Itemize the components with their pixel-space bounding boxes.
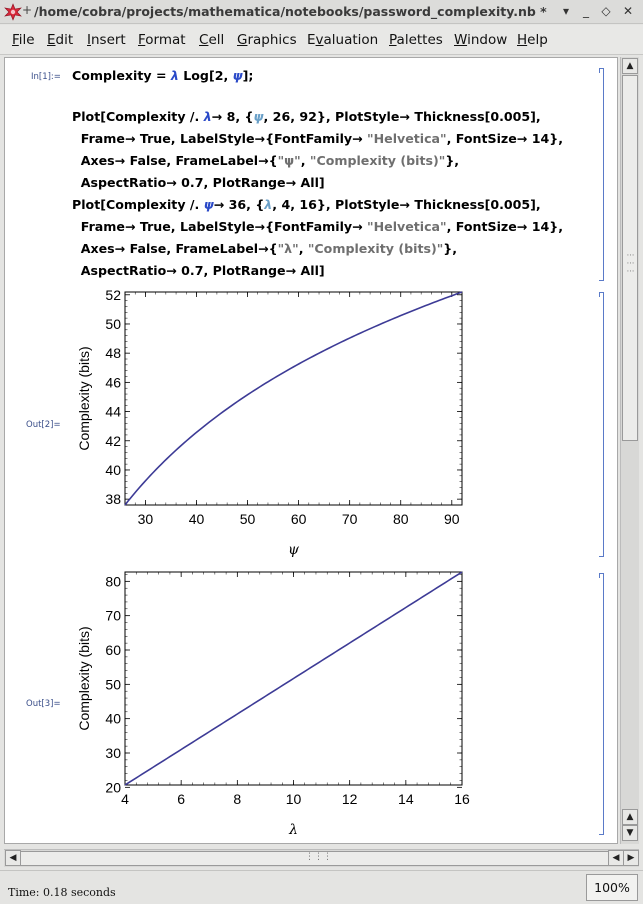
y-tick-label: 52 — [105, 286, 121, 303]
x-tick-label: 12 — [341, 791, 358, 807]
menu-evaluation[interactable]: Evaluation — [307, 32, 379, 48]
y-tick-label: 44 — [105, 403, 121, 420]
y-tick-label: 30 — [105, 745, 121, 762]
output-cell-bracket-3[interactable] — [599, 573, 604, 835]
input-line-plot2-4[interactable]: AspectRatio→ 0.7, PlotRange→ All] — [72, 263, 325, 278]
plot-frame — [125, 292, 462, 505]
x-tick-label: 60 — [290, 511, 307, 527]
input-line-plot1-1[interactable]: Plot[Complexity /. λ→ 8, {ψ, 26, 92}, PlotStyle→ Thickness[0.005], — [72, 109, 541, 124]
x-tick-label: 90 — [443, 511, 460, 527]
output-cell-bracket-2[interactable] — [599, 292, 604, 557]
y-tick-label: 50 — [105, 676, 121, 693]
y-tick-label: 60 — [105, 642, 121, 659]
notebook-area[interactable] — [4, 57, 618, 844]
menu-cell[interactable]: Cell — [199, 32, 225, 48]
y-tick-label: 46 — [105, 374, 121, 391]
output-cell-bracket-2-tick — [599, 292, 604, 297]
scroll-left-button[interactable]: ◀ — [5, 850, 21, 866]
window-title: /home/cobra/projects/mathematica/notebooks/password_complexity.nb * — [34, 4, 547, 19]
x-tick-label: 50 — [239, 511, 256, 527]
input-line-plot2-3[interactable]: Axes→ False, FrameLabel→{"λ", "Complexity (bits)"}, — [72, 241, 458, 256]
x-tick-label: 6 — [177, 791, 186, 807]
menu-insert[interactable]: Insert — [87, 32, 126, 48]
x-tick-label: 40 — [188, 511, 205, 527]
input-cell-bracket[interactable] — [599, 68, 604, 281]
input-line-plot1-3[interactable]: Axes→ False, FrameLabel→{"ψ", "Complexity (bits)"}, — [72, 153, 460, 168]
horizontal-scrollbar[interactable] — [4, 849, 639, 867]
x-axis-label: ψ — [288, 542, 299, 558]
input-line-plot1-2[interactable]: Frame→ True, LabelStyle→{FontFamily→ "Helvetica", FontSize→ 14}, — [72, 131, 563, 146]
output-label-3: Out[3]= — [26, 699, 61, 709]
x-tick-label: 10 — [285, 791, 302, 807]
x-tick-label: 14 — [398, 791, 414, 807]
input-line-plot2-1[interactable]: Plot[Complexity /. ψ→ 36, {λ, 4, 16}, PlotStyle→ Thickness[0.005], — [72, 197, 541, 212]
menu-format[interactable]: Format — [138, 32, 186, 48]
input-line-complexity[interactable]: Complexity = λ Log[2, ψ]; — [72, 68, 254, 83]
x-tick-label: 70 — [341, 511, 358, 527]
input-line-plot2-2[interactable]: Frame→ True, LabelStyle→{FontFamily→ "Helvetica", FontSize→ 14}, — [72, 219, 563, 234]
vertical-scrollbar[interactable] — [620, 57, 639, 844]
scroll-down-button[interactable]: ▼ — [622, 825, 638, 841]
y-tick-label: 50 — [105, 315, 121, 332]
plot-complexity-vs-lambda[interactable] — [67, 566, 470, 841]
y-axis-label: Complexity (bits) — [76, 626, 92, 731]
data-series-line — [125, 292, 462, 505]
menu-bar — [0, 25, 643, 55]
vertical-scroll-thumb[interactable] — [622, 75, 638, 441]
title-bar[interactable] — [0, 0, 643, 24]
window-menu-button[interactable]: ▾ — [562, 4, 570, 18]
close-button[interactable]: ✕ — [622, 4, 634, 18]
menu-help[interactable]: Help — [517, 32, 548, 48]
menu-file[interactable]: File — [12, 32, 35, 48]
menu-palettes[interactable]: Palettes — [389, 32, 443, 48]
mathematica-logo-icon[interactable] — [4, 3, 22, 21]
scroll-left-button-right[interactable]: ◀ — [608, 850, 624, 866]
y-tick-label: 70 — [105, 607, 121, 624]
plot-complexity-vs-psi[interactable] — [67, 286, 460, 561]
y-tick-label: 38 — [105, 491, 121, 508]
vertical-grip-icon: ⋮⋮⋮ — [626, 251, 635, 275]
y-tick-label: 40 — [105, 461, 121, 478]
pin-icon[interactable]: + — [22, 3, 33, 17]
maximize-button[interactable]: ◇ — [601, 4, 611, 18]
y-tick-label: 80 — [105, 573, 121, 590]
input-cell-bracket-tick — [599, 68, 604, 73]
y-tick-label: 40 — [105, 710, 121, 727]
output-label-2: Out[2]= — [26, 420, 61, 430]
x-tick-label: 30 — [137, 511, 154, 527]
x-tick-label: 80 — [392, 511, 409, 527]
menu-window[interactable]: Window — [454, 32, 508, 48]
scroll-up-button[interactable]: ▲ — [622, 58, 638, 74]
horizontal-grip-icon: ⋮⋮⋮ — [305, 852, 332, 862]
x-tick-label: 8 — [233, 791, 242, 807]
menu-edit[interactable]: Edit — [47, 32, 74, 48]
input-label: In[1]:= — [31, 72, 61, 82]
scroll-right-button[interactable]: ▶ — [623, 850, 639, 866]
menu-graphics[interactable]: Graphics — [237, 32, 297, 48]
horizontal-scroll-thumb[interactable] — [20, 851, 610, 866]
y-tick-label: 20 — [105, 779, 121, 796]
x-tick-label: 4 — [121, 791, 129, 807]
scroll-up-button-lower[interactable]: ▲ — [622, 809, 638, 825]
y-axis-label: Complexity (bits) — [76, 346, 92, 451]
y-tick-label: 42 — [105, 432, 121, 449]
y-tick-label: 48 — [105, 345, 121, 362]
x-tick-label: 16 — [454, 791, 470, 807]
input-line-plot1-4[interactable]: AspectRatio→ 0.7, PlotRange→ All] — [72, 175, 325, 190]
zoom-selector[interactable]: 100% — [586, 874, 638, 901]
minimize-button[interactable]: _ — [583, 4, 589, 18]
evaluation-time-text: Time: 0.18 seconds — [8, 886, 116, 899]
output-cell-bracket-3-tick — [599, 573, 604, 578]
status-bar — [0, 870, 643, 904]
x-axis-label: λ — [289, 822, 298, 838]
